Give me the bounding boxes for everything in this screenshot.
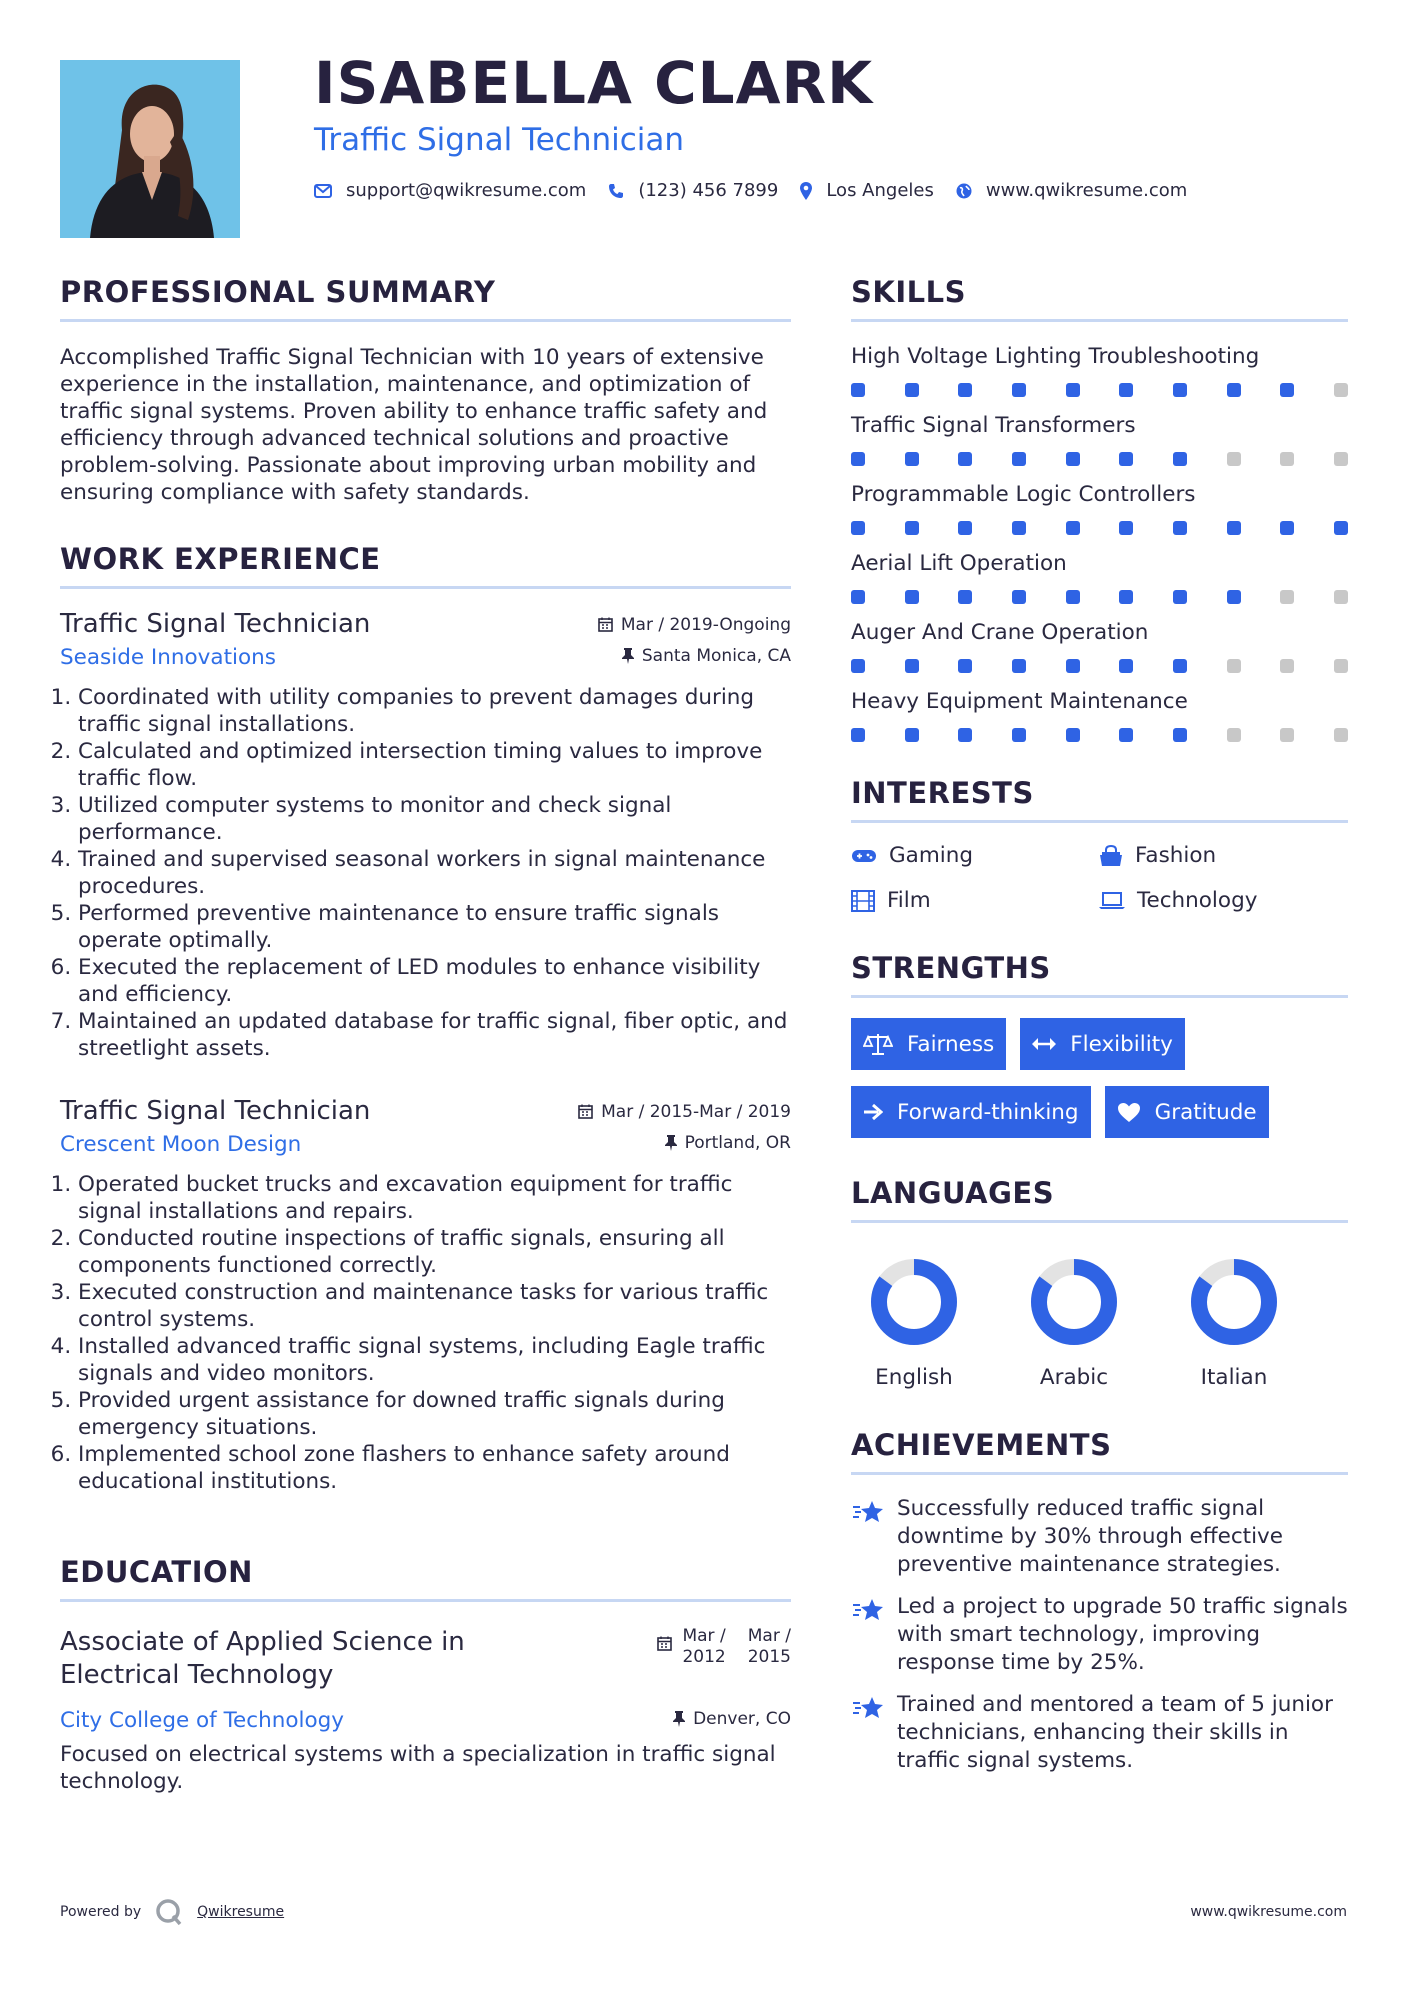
contact-location: [800, 180, 934, 201]
rating-dot-filled: [1173, 659, 1187, 673]
rating-dot-filled: [958, 452, 972, 466]
start-year: 2012: [682, 1647, 726, 1667]
end-year: 2015: [747, 1647, 791, 1667]
rating-dot-filled: [905, 728, 919, 742]
language-name: Italian: [1200, 1365, 1268, 1390]
achievements-heading: ACHIEVEMENTS: [851, 1428, 1348, 1475]
rating-dot-filled: [1227, 590, 1241, 604]
rating-dot-filled: [958, 728, 972, 742]
rating-dot-filled: [1227, 521, 1241, 535]
job-bullet: 3. Utilized computer systems to monitor and check signal performance.: [78, 792, 791, 846]
rating-dot-filled: [1280, 383, 1294, 397]
start-date: [682, 1626, 725, 1668]
interest-label: Technology: [1137, 888, 1258, 913]
skill-name: Heavy Equipment Maintenance: [851, 689, 1188, 714]
rating-dot-empty: [1280, 728, 1294, 742]
interest-item: [1099, 888, 1347, 913]
rating-dot-empty: [1280, 659, 1294, 673]
skill-rating: [851, 590, 1348, 604]
rating-dot-filled: [1066, 659, 1080, 673]
skill-rating: [851, 452, 1348, 466]
rating-dot-filled: [1173, 728, 1187, 742]
job-entry: [60, 1096, 791, 1495]
rating-dot-filled: [851, 452, 865, 466]
rating-dot-filled: [958, 521, 972, 535]
strength-chip: [1020, 1018, 1185, 1070]
interest-label: Gaming: [889, 843, 974, 868]
language-proficiency-ring: [1189, 1257, 1279, 1347]
strength-label: Flexibility: [1070, 1031, 1173, 1057]
rating-dot-filled: [1334, 521, 1348, 535]
arrows-horizontal-icon: [1032, 1037, 1056, 1051]
film-icon: [851, 890, 875, 912]
rating-dot-filled: [851, 590, 865, 604]
job-bullet: 1. Coordinated with utility companies to prevent damages during traffic signal installations.: [78, 684, 791, 738]
language-item: [859, 1257, 969, 1390]
education-heading: EDUCATION: [60, 1555, 791, 1602]
interest-label: Film: [887, 888, 931, 913]
company-name: Crescent Moon Design: [60, 1132, 302, 1157]
qwikresume-logo-icon: [155, 1898, 183, 1926]
job-bullet: 3. Executed construction and maintenance tasks for various traffic control systems.: [78, 1279, 791, 1333]
powered-by-text: Powered by: [60, 1904, 142, 1920]
rating-dot-filled: [905, 383, 919, 397]
achievement-text: Successfully reduced traffic signal downtime by 30% through effective preventive maintenance strategies.: [897, 1496, 1284, 1577]
job-bullets: [60, 1171, 791, 1495]
calendar-icon: [657, 1636, 672, 1651]
rating-dot-filled: [1173, 521, 1187, 535]
rating-dot-filled: [1012, 521, 1026, 535]
map-pin-icon: [800, 182, 812, 200]
interest-item: [851, 888, 1099, 913]
job-bullet: 2. Conducted routine inspections of traffic signals, ensuring all components functioned correctly.: [78, 1225, 791, 1279]
job-date: [578, 1102, 791, 1122]
location-text: Los Angeles: [826, 180, 934, 201]
job-bullet: 2. Calculated and optimized intersection timing values to improve traffic flow.: [78, 738, 791, 792]
rating-dot-filled: [1012, 452, 1026, 466]
star-burst-icon: [851, 1499, 887, 1525]
interest-label: Fashion: [1135, 843, 1217, 868]
phone-icon: [608, 183, 624, 199]
rating-dot-filled: [1280, 521, 1294, 535]
achievements-section: [851, 1428, 1348, 1775]
profile-photo: [60, 60, 240, 238]
education-section: [60, 1555, 791, 1795]
pushpin-icon: [673, 1711, 685, 1727]
end-label: Mar /: [747, 1626, 791, 1646]
interests-grid: [851, 843, 1348, 913]
rating-dot-filled: [1173, 452, 1187, 466]
end-date: [748, 1626, 791, 1668]
languages-list: [859, 1257, 1289, 1390]
rating-dot-filled: [1227, 383, 1241, 397]
rating-dot-filled: [1066, 590, 1080, 604]
candidate-title: Traffic Signal Technician: [314, 122, 685, 158]
school-name: City College of Technology: [60, 1708, 345, 1733]
education-location-text: Denver, CO: [693, 1709, 791, 1729]
pushpin-icon: [665, 1135, 677, 1151]
rating-dot-filled: [958, 659, 972, 673]
education-location: [673, 1709, 791, 1729]
company-name: Seaside Innovations: [60, 645, 276, 670]
summary-heading: PROFESSIONAL SUMMARY: [60, 275, 791, 322]
skills-list: [851, 344, 1348, 742]
rating-dot-empty: [1227, 452, 1241, 466]
rating-dot-filled: [958, 590, 972, 604]
calendar-icon: [598, 617, 613, 632]
rating-dot-filled: [1119, 728, 1133, 742]
job-date: [598, 615, 791, 635]
rating-dot-filled: [1066, 383, 1080, 397]
degree-title: Associate of Applied Science in Electrical Technology: [60, 1627, 465, 1690]
rating-dot-filled: [1012, 728, 1026, 742]
summary-section: [60, 275, 791, 506]
brand-link[interactable]: Qwikresume: [197, 1904, 285, 1920]
achievement-item: [851, 1691, 1348, 1775]
strength-label: Fairness: [907, 1031, 995, 1057]
gamepad-icon: [851, 848, 877, 864]
achievement-item: [851, 1495, 1348, 1579]
footer: [60, 1898, 1347, 1926]
right-column: [851, 275, 1348, 1789]
star-burst-icon: [851, 1695, 887, 1721]
rating-dot-empty: [1280, 452, 1294, 466]
rating-dot-filled: [1012, 383, 1026, 397]
job-bullet: 6. Executed the replacement of LED modules to enhance visibility and efficiency.: [78, 954, 791, 1008]
envelope-icon: [314, 184, 332, 198]
skill-name: Programmable Logic Controllers: [851, 482, 1196, 507]
rating-dot-empty: [1334, 590, 1348, 604]
job-bullet: 4. Installed advanced traffic signal systems, including Eagle traffic signals and video monitors.: [78, 1333, 791, 1387]
pushpin-icon: [622, 648, 634, 664]
languages-section: [851, 1176, 1348, 1390]
rating-dot-filled: [1173, 383, 1187, 397]
language-item: [1179, 1257, 1289, 1390]
strength-label: Forward-thinking: [897, 1099, 1079, 1125]
skill-name: High Voltage Lighting Troubleshooting: [851, 344, 1260, 369]
skill-name: Auger And Crane Operation: [851, 620, 1149, 645]
rating-dot-filled: [851, 659, 865, 673]
rating-dot-empty: [1280, 590, 1294, 604]
strength-chip: [851, 1018, 1006, 1070]
job-bullet: 4. Trained and supervised seasonal workers in signal maintenance procedures.: [78, 846, 791, 900]
job-bullets: [60, 684, 791, 1062]
experience-heading: WORK EXPERIENCE: [60, 542, 791, 589]
left-column: [60, 275, 791, 1795]
skills-heading: SKILLS: [851, 275, 1348, 322]
strength-chip: [1105, 1086, 1269, 1138]
strengths-list: [851, 1018, 1348, 1138]
job-location: [665, 1133, 791, 1153]
rating-dot-filled: [1119, 383, 1133, 397]
skill-name: Aerial Lift Operation: [851, 551, 1067, 576]
rating-dot-filled: [1066, 728, 1080, 742]
education-date: [657, 1626, 791, 1692]
rating-dot-filled: [1119, 659, 1133, 673]
job-location-text: Portland, OR: [684, 1133, 791, 1153]
laptop-icon: [1099, 892, 1125, 910]
rating-dot-filled: [851, 728, 865, 742]
job-date-text: Mar / 2015-Mar / 2019: [601, 1101, 791, 1122]
achievement-item: [851, 1593, 1348, 1677]
education-description: Focused on electrical systems with a specialization in traffic signal technology.: [60, 1742, 776, 1794]
rating-dot-filled: [1119, 452, 1133, 466]
candidate-name: ISABELLA CLARK: [314, 49, 874, 117]
interests-section: [851, 776, 1348, 913]
rating-dot-filled: [905, 521, 919, 535]
languages-heading: LANGUAGES: [851, 1176, 1348, 1223]
skill-name: Traffic Signal Transformers: [851, 413, 1136, 438]
job-location-text: Santa Monica, CA: [641, 646, 791, 666]
rating-dot-filled: [1119, 521, 1133, 535]
contact-email[interactable]: [314, 180, 586, 201]
skill-item: [851, 413, 1348, 466]
job-bullet: 1. Operated bucket trucks and excavation equipment for traffic signal installations and repairs.: [78, 1171, 791, 1225]
job-bullet: 6. Implemented school zone flashers to enhance safety around educational institutions.: [78, 1441, 791, 1495]
rating-dot-filled: [851, 383, 865, 397]
interest-item: [1099, 843, 1347, 868]
rating-dot-filled: [1119, 590, 1133, 604]
contact-website[interactable]: [956, 180, 1187, 201]
calendar-icon: [578, 1104, 593, 1119]
strength-chip: [851, 1086, 1091, 1138]
arrow-right-icon: [863, 1103, 883, 1121]
language-name: Arabic: [1039, 1365, 1109, 1390]
rating-dot-filled: [905, 452, 919, 466]
star-burst-icon: [851, 1597, 887, 1623]
rating-dot-empty: [1227, 659, 1241, 673]
rating-dot-filled: [1066, 452, 1080, 466]
heart-icon: [1117, 1102, 1141, 1123]
rating-dot-filled: [1066, 521, 1080, 535]
website-text: www.qwikresume.com: [985, 180, 1188, 201]
rating-dot-filled: [905, 590, 919, 604]
powered-by: [60, 1898, 284, 1926]
skill-item: [851, 551, 1348, 604]
skills-section: [851, 275, 1348, 742]
language-item: [1019, 1257, 1129, 1390]
rating-dot-filled: [905, 659, 919, 673]
rating-dot-filled: [1012, 590, 1026, 604]
interests-heading: INTERESTS: [851, 776, 1348, 823]
shopping-bag-icon: [1099, 845, 1123, 867]
job-bullet: 5. Performed preventive maintenance to ensure traffic signals operate optimally.: [78, 900, 791, 954]
skill-item: [851, 482, 1348, 535]
job-title: Traffic Signal Technician: [60, 609, 371, 639]
skill-rating: [851, 521, 1348, 535]
skill-item: [851, 689, 1348, 742]
contact-phone[interactable]: [608, 180, 778, 201]
rating-dot-empty: [1334, 659, 1348, 673]
globe-icon: [956, 183, 972, 199]
strength-label: Gratitude: [1154, 1099, 1257, 1125]
email-text: support@qwikresume.com: [346, 180, 587, 201]
job-location: [622, 646, 791, 666]
language-proficiency-ring: [869, 1257, 959, 1347]
job-bullet: 5. Provided urgent assistance for downed traffic signals during emergency situations.: [78, 1387, 791, 1441]
job-title: Traffic Signal Technician: [60, 1096, 371, 1126]
interest-item: [851, 843, 1099, 868]
rating-dot-filled: [1173, 590, 1187, 604]
rating-dot-empty: [1334, 728, 1348, 742]
start-label: Mar /: [682, 1626, 726, 1646]
rating-dot-filled: [851, 521, 865, 535]
rating-dot-filled: [1012, 659, 1026, 673]
footer-website[interactable]: www.qwikresume.com: [1190, 1904, 1347, 1920]
contact-bar: [314, 180, 1209, 201]
job-date-text: Mar / 2019-Ongoing: [620, 614, 791, 635]
achievement-text: Led a project to upgrade 50 traffic signals with smart technology, improving response time by 25%.: [897, 1594, 1348, 1675]
skill-item: [851, 620, 1348, 673]
strengths-section: [851, 951, 1348, 1138]
job-entry: [60, 609, 791, 1062]
language-name: English: [875, 1365, 953, 1390]
achievement-text: Trained and mentored a team of 5 junior technicians, enhancing their skills in traffic signal systems.: [897, 1692, 1333, 1773]
skill-rating: [851, 728, 1348, 742]
summary-text: Accomplished Traffic Signal Technician with 10 years of extensive experience in the installation, maintenance, and optimization of traffic signal systems. Proven ability to enhance traffic safety and efficiency through advanced technical solutions and proactive problem-solving. Passionate about improving urban mobility and ensuring compliance with safety standards.: [60, 345, 768, 505]
skill-rating: [851, 383, 1348, 397]
phone-text: (123) 456 7899: [638, 180, 779, 201]
achievements-list: [851, 1495, 1348, 1775]
balance-scale-icon: [863, 1033, 893, 1055]
rating-dot-filled: [958, 383, 972, 397]
rating-dot-empty: [1227, 728, 1241, 742]
language-proficiency-ring: [1029, 1257, 1119, 1347]
rating-dot-empty: [1334, 452, 1348, 466]
strengths-heading: STRENGTHS: [851, 951, 1348, 998]
experience-section: [60, 542, 791, 1495]
job-bullet: 7. Maintained an updated database for traffic signal, fiber optic, and streetlight assets.: [78, 1008, 791, 1062]
skill-item: [851, 344, 1348, 397]
rating-dot-empty: [1334, 383, 1348, 397]
skill-rating: [851, 659, 1348, 673]
